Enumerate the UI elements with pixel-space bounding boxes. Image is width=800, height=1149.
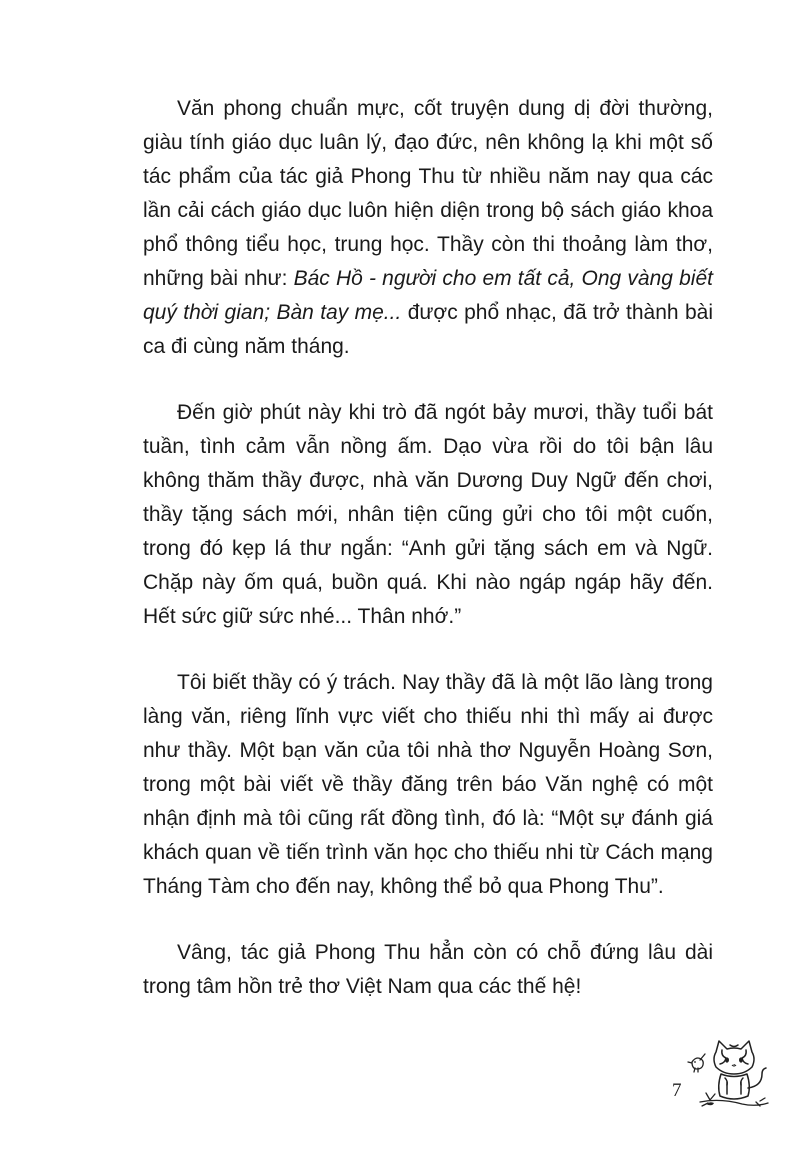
paragraph-4: Vâng, tác giả Phong Thu hẳn còn có chỗ đứng lâu dài trong tâm hồn trẻ thơ Việt Nam qua các thế hệ! bbox=[143, 941, 713, 998]
paragraph-3: Tôi biết thầy có ý trách. Nay thầy đã là một lão làng trong làng văn, riêng lĩnh vực viết cho thiếu nhi thì mấy ai được như thầy. Một bạn văn của tôi nhà thơ Nguyễn Hoàng Sơn, trong một bài viết về thầy đăng trên báo Văn nghệ có một nhận định mà tôi cũng rất đồng tình, đó là: “Một sự đánh giá khách quan về tiến trình văn học cho thiếu nhi từ Cách mạng Tháng Tàm cho đến nay, không thể bỏ qua Phong Thu”. bbox=[143, 671, 713, 898]
paragraph-1-text-a: Văn phong chuẩn mực, cốt truyện dung dị đời thường, giàu tính giáo dục luân lý, đạo đức, nên không lạ khi một số tác phẩm của tác giả Phong Thu từ nhiều năm nay qua các lần cải cách giáo dục luôn hiện diện trong bộ sách giáo khoa phổ thông tiểu học, trung học. Thầy còn thi thoảng làm thơ, những bài như: bbox=[143, 97, 713, 290]
article-body bbox=[143, 92, 713, 1004]
poem-titles: Bác Hồ - người cho em tất cả, Ong vàng biết quý thời gian; Bàn tay mẹ... bbox=[143, 267, 713, 324]
cat-with-bird-icon bbox=[686, 1038, 772, 1112]
paragraph-2: Đến giờ phút này khi trò đã ngót bảy mươi, thầy tuổi bát tuần, tình cảm vẫn nồng ấm. Dạo vừa rồi do tôi bận lâu không thăm thầy được, nhà văn Dương Duy Ngữ đến chơi, thầy tặng sách mới, nhân tiện cũng gửi cho tôi một cuốn, trong đó kẹp lá thư ngắn: “Anh gửi tặng sách em và Ngữ. Chặp này ốm quá, buồn quá. Khi nào ngáp ngáp hãy đến. Hết sức giữ sức nhé... Thân nhớ.” bbox=[143, 401, 713, 628]
page-number: 7 bbox=[672, 1080, 682, 1101]
paragraph-1 bbox=[143, 92, 713, 364]
paragraph-1-text-b: được phổ nhạc, đã trở thành bài ca đi cùng năm tháng. bbox=[143, 301, 713, 358]
